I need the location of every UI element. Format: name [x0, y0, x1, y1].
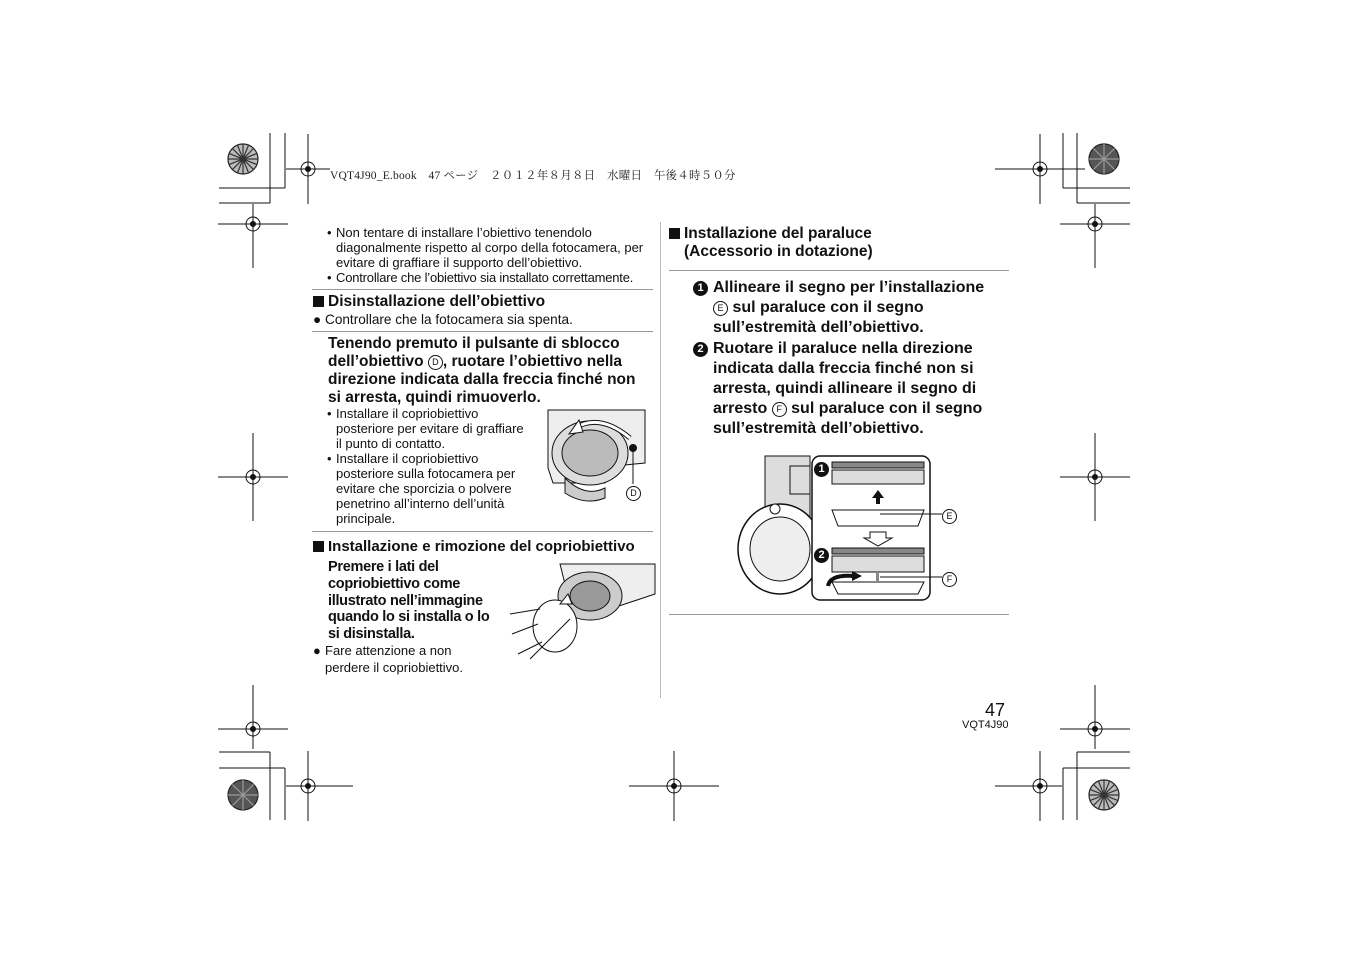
- step-remove: [328, 335, 650, 407]
- step-text: Allineare il segno per l’installazione: [713, 279, 985, 296]
- bullet-mark: ●: [313, 312, 322, 327]
- divider: [312, 289, 653, 290]
- section-title-cap: Installazione e rimozione del copriobiettivo: [313, 538, 635, 556]
- bullet-item: • Installare il copriobiettivo posteriore per evitare di graffiare il punto di contatto.: [336, 406, 526, 451]
- step-number-1: 1: [693, 281, 708, 296]
- step-tail: sul paraluce con il segno sull’estremità dell’obiettivo.: [713, 299, 924, 336]
- section-title-remove: Disinstallazione dell’obiettivo: [313, 293, 545, 311]
- marker-f: F: [772, 402, 787, 417]
- title-line-2: (Accessorio in dotazione): [684, 243, 873, 260]
- step-number-2: 2: [814, 548, 829, 563]
- bullet-item: • Installare il copriobiettivo posteriore sulla fotocamera per evitare che sporcizia o polvere penetrino all’interno dell’unità principale.: [336, 451, 526, 526]
- title-line-1: Installazione del paraluce: [669, 225, 873, 243]
- bullet-item: • Controllare che l’obiettivo sia installato correttamente.: [336, 270, 656, 285]
- running-header: VQT4J90_E.book 47 ページ ２０１２年８月８日 水曜日 午後４時５０分: [330, 170, 736, 182]
- bullet-mark: ●: [313, 643, 321, 658]
- column-divider: [660, 222, 661, 698]
- page-number: 47: [985, 700, 1006, 720]
- figure-label-d: [626, 484, 641, 502]
- step-tail: , ruotare l’obiettivo nella direzione indicata dalla freccia finché non si arresta, quindi rimuoverlo.: [328, 353, 636, 406]
- note-text: Fare attenzione a non perdere il copriobiettivo.: [325, 643, 464, 675]
- step-tail: sul paraluce con il segno sull’estremità dell’obiettivo.: [713, 400, 983, 437]
- step-number-1: 1: [814, 462, 829, 477]
- section-title-hood: [669, 225, 873, 261]
- top-bullets: [327, 225, 657, 285]
- divider: [312, 531, 653, 532]
- divider: [669, 270, 1009, 271]
- figure-label-e: [942, 507, 957, 525]
- marker-d: D: [626, 486, 641, 501]
- lens-cap-illustration: [510, 564, 655, 664]
- marker-f: F: [942, 572, 957, 587]
- step-text: Ruotare il paraluce nella direzione indicata dalla freccia finché non si arresta, quindi allineare il segno di arresto: [713, 340, 977, 417]
- marker-e: E: [713, 301, 728, 316]
- step-text: Tenendo premuto il pulsante di sblocco dell’obiettivo: [328, 335, 620, 370]
- step-cap: Premere i lati del copriobiettivo come illustrato nell’immagine quando lo si installa o lo si disinstalla.: [328, 559, 490, 643]
- marker-d: D: [428, 355, 443, 370]
- marker-e: E: [942, 509, 957, 524]
- lens-hood-illustration: [720, 454, 960, 604]
- note-cap: [313, 642, 493, 676]
- model-code: VQT4J90: [962, 719, 1009, 731]
- hood-step-1: [693, 278, 998, 338]
- remove-bullets: [327, 406, 527, 526]
- step-number-2: 2: [693, 342, 708, 357]
- figure-step-2-badge: [814, 545, 829, 563]
- figure-step-1-badge: [814, 459, 829, 477]
- note-remove: [313, 312, 573, 327]
- divider: [669, 614, 1009, 615]
- bullet-item: • Non tentare di installare l’obiettivo tenendolo diagonalmente rispetto al corpo della fotocamera, per evitare di graffiare il supporto dell’obiettivo.: [336, 225, 654, 270]
- figure-label-f: [942, 570, 957, 588]
- hood-step-2: [693, 339, 998, 439]
- note-text: Controllare che la fotocamera sia spenta.: [325, 312, 573, 327]
- divider: [312, 331, 653, 332]
